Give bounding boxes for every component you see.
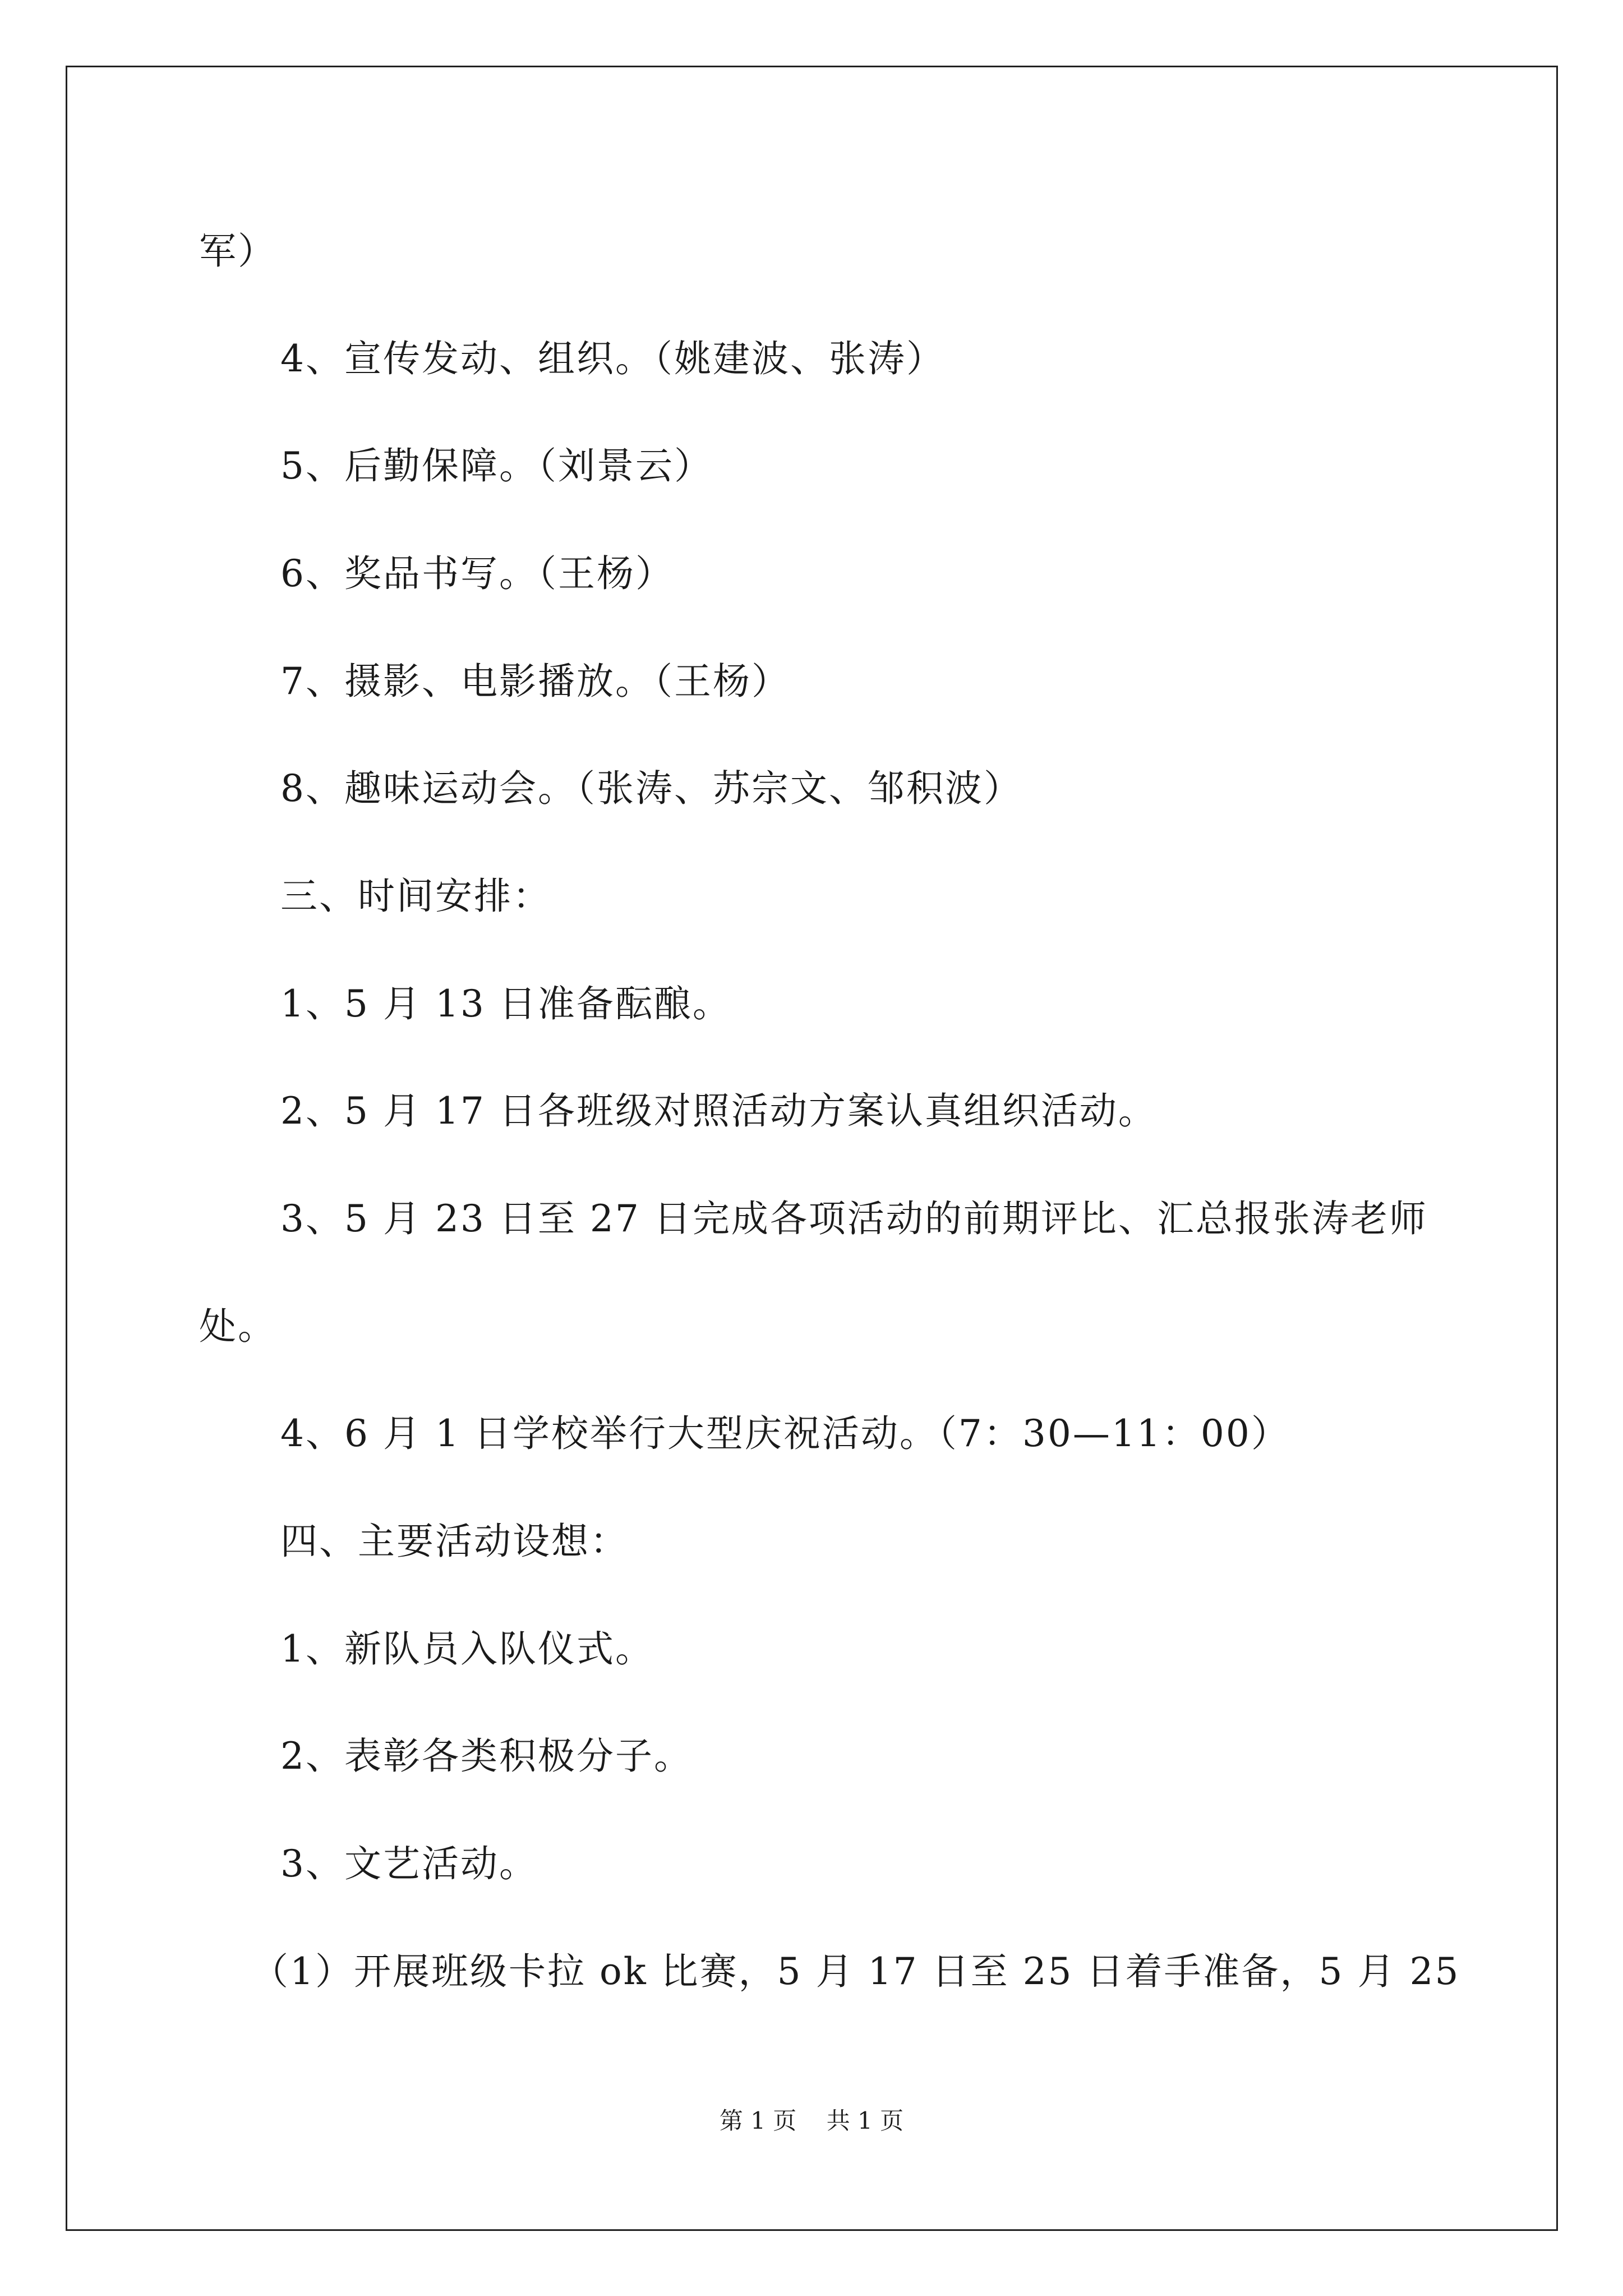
text-line: （1）开展班级卡拉 ok 比赛，5 月 17 日至 25 日着手准备，5 月 25 [251, 1950, 1460, 1993]
text-line: 处。 [199, 1305, 276, 1348]
text-line: 3、文艺活动。 [280, 1842, 538, 1885]
section-heading: 四、主要活动设想： [280, 1520, 629, 1563]
page-footer: 第 1 页 共 1 页 [719, 2107, 904, 2134]
text-line: 4、宣传发动、组织。（姚建波、张涛） [280, 337, 945, 380]
text-line: 1、新队员入队仪式。 [280, 1627, 654, 1671]
section-heading: 三、时间安排： [280, 875, 551, 918]
text-line: 4、6 月 1 日学校举行大型庆祝活动。（7：30—11：00） [280, 1412, 1290, 1455]
text-line: 1、5 月 13 日准备酝酿。 [280, 982, 731, 1025]
text-line: 8、趣味运动会。（张涛、苏宗文、邹积波） [280, 767, 1022, 810]
text-line: 2、表彰各类积极分子。 [280, 1734, 693, 1778]
text-line: 5、后勤保障。（刘景云） [280, 444, 713, 487]
text-line: 3、5 月 23 日至 27 日完成各项活动的前期评比、汇总报张涛老师 [280, 1197, 1428, 1240]
text-line: 6、奖品书写。（王杨） [280, 552, 674, 595]
text-line: 2、5 月 17 日各班级对照活动方案认真组织活动。 [280, 1089, 1157, 1133]
text-line: 7、摄影、电影播放。（王杨） [280, 660, 790, 703]
page-border [66, 66, 1558, 2231]
text-line: 军） [199, 229, 276, 273]
